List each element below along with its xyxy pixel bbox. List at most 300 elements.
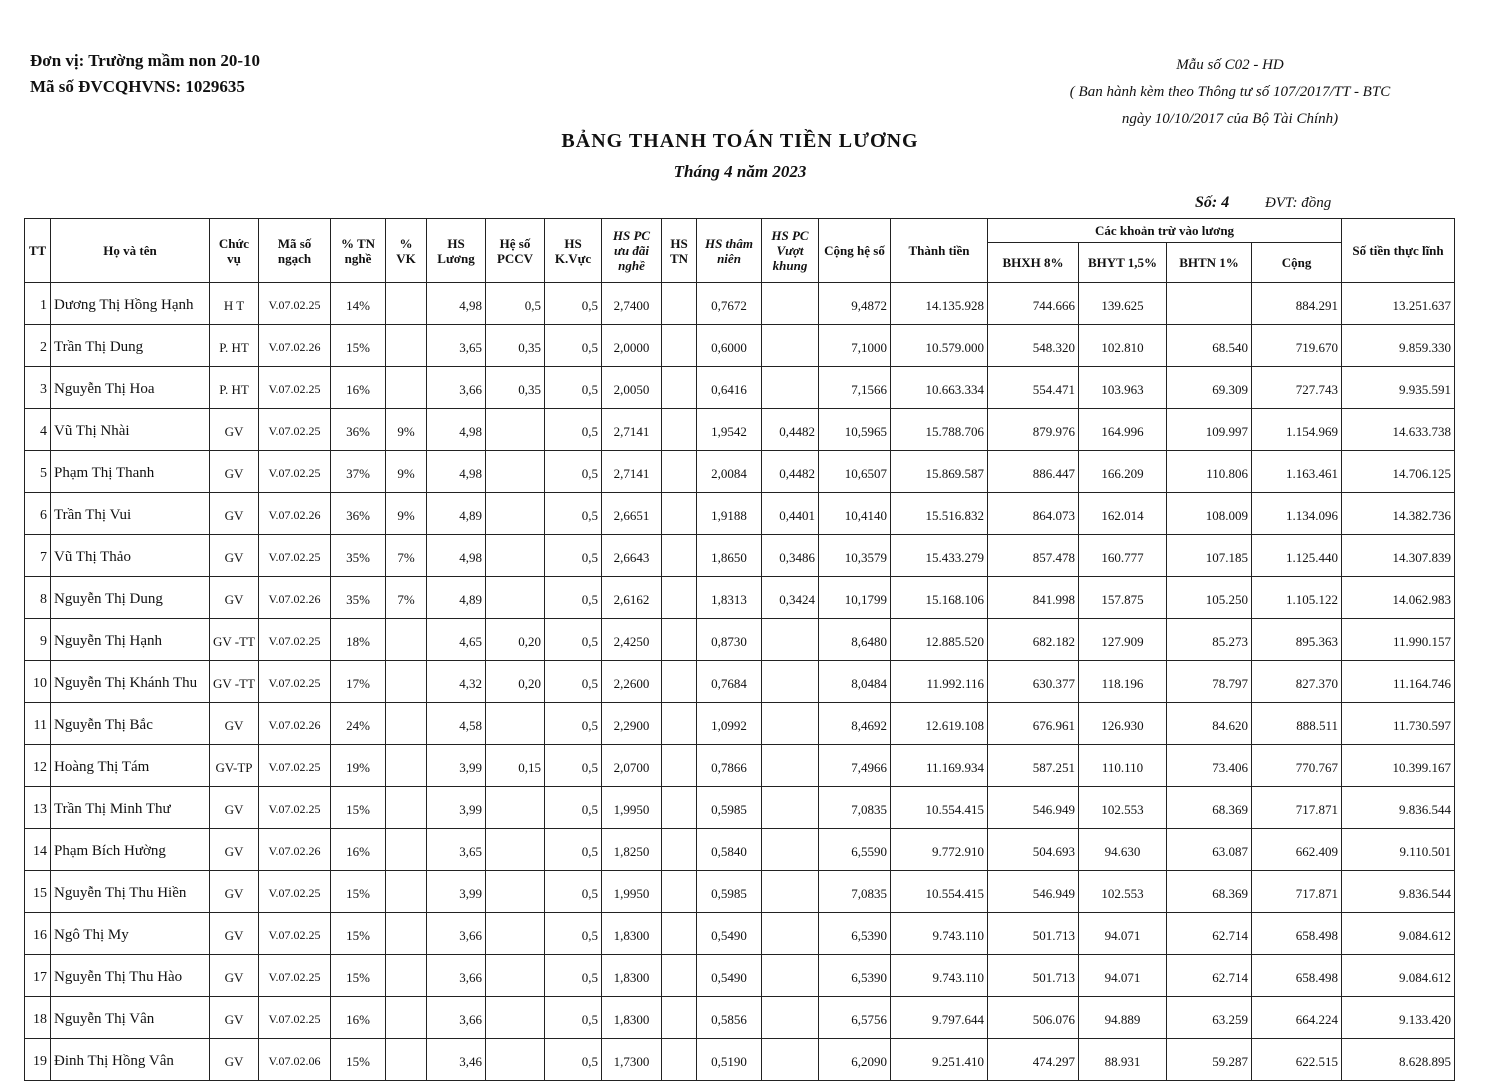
row-position: GV-TP: [210, 745, 259, 787]
row-bhtn: 63.087: [1167, 829, 1252, 871]
row-position: GV -TT: [210, 619, 259, 661]
row-vk-pct: 7%: [386, 577, 427, 619]
row-bhyt: 162.014: [1079, 493, 1167, 535]
col-group-deductions: Các khoản trừ vào lương: [988, 219, 1342, 243]
row-hs-pccv: [486, 871, 545, 913]
row-vk-pct: [386, 1039, 427, 1081]
table-row: [25, 871, 1455, 913]
row-hs-luong: 4,98: [427, 451, 486, 493]
table-row: [25, 619, 1455, 661]
row-hs-thamnien: 0,5190: [697, 1039, 762, 1081]
row-hs-kvuc: 0,5: [545, 409, 602, 451]
row-position: GV: [210, 955, 259, 997]
row-bhtn: 68.369: [1167, 787, 1252, 829]
row-thanh-tien: 15.168.106: [891, 577, 988, 619]
row-bhyt: 94.630: [1079, 829, 1167, 871]
row-hs-luong: 3,99: [427, 745, 486, 787]
row-position: GV: [210, 409, 259, 451]
row-hs-vuotkhung: [762, 661, 819, 703]
row-bhyt: 139.625: [1079, 283, 1167, 325]
row-code: V.07.02.25: [259, 367, 331, 409]
col-hs-vuotkhung: HS PC Vượt khung: [762, 219, 819, 283]
page-title: BẢNG THANH TOÁN TIỀN LƯƠNG: [561, 130, 919, 152]
row-tt: 7: [25, 535, 51, 577]
row-hs-thamnien: 0,5490: [697, 913, 762, 955]
row-hs-pccv: [486, 997, 545, 1039]
row-hs-thamnien: 1,0992: [697, 703, 762, 745]
row-thanh-tien: 10.554.415: [891, 787, 988, 829]
row-hs-vuotkhung: [762, 871, 819, 913]
row-bhyt: 127.909: [1079, 619, 1167, 661]
row-bhxh: 548.320: [988, 325, 1079, 367]
row-hs-tn: [662, 577, 697, 619]
row-code: V.07.02.26: [259, 577, 331, 619]
row-hs-tn: [662, 661, 697, 703]
row-tn-pct: 15%: [331, 325, 386, 367]
row-hs-thamnien: 0,7866: [697, 745, 762, 787]
row-thanh-tien: 14.135.928: [891, 283, 988, 325]
row-hs-pc-uudai: 2,0000: [602, 325, 662, 367]
row-hs-pccv: 0,15: [486, 745, 545, 787]
row-hs-tn: [662, 493, 697, 535]
row-cong: 1.134.096: [1252, 493, 1342, 535]
row-tt: 3: [25, 367, 51, 409]
row-code: V.07.02.25: [259, 787, 331, 829]
row-hs-pc-uudai: 1,7300: [602, 1039, 662, 1081]
row-vk-pct: 9%: [386, 451, 427, 493]
row-name: Nguyễn Thị Bắc: [51, 703, 210, 745]
row-tt: 5: [25, 451, 51, 493]
row-hs-vuotkhung: [762, 997, 819, 1039]
row-hs-kvuc: 0,5: [545, 577, 602, 619]
row-cong-heso: 10,1799: [819, 577, 891, 619]
row-hs-vuotkhung: [762, 1039, 819, 1081]
row-hs-pc-uudai: 2,6162: [602, 577, 662, 619]
col-tt: TT: [25, 219, 51, 283]
row-hs-pc-uudai: 1,9950: [602, 787, 662, 829]
col-position: Chức vụ: [210, 219, 259, 283]
row-vk-pct: [386, 661, 427, 703]
row-name: Phạm Bích Hường: [51, 829, 210, 871]
table-row: [25, 1039, 1455, 1081]
row-position: GV: [210, 787, 259, 829]
row-hs-vuotkhung: [762, 829, 819, 871]
row-bhtn: 69.309: [1167, 367, 1252, 409]
row-position: GV: [210, 913, 259, 955]
row-hs-luong: 3,65: [427, 325, 486, 367]
row-hs-luong: 4,32: [427, 661, 486, 703]
row-cong-heso: 7,0835: [819, 787, 891, 829]
row-cong-heso: 6,5390: [819, 955, 891, 997]
row-cong-heso: 7,1000: [819, 325, 891, 367]
row-hs-luong: 3,65: [427, 829, 486, 871]
row-tn-pct: 36%: [331, 493, 386, 535]
row-vk-pct: [386, 325, 427, 367]
row-thanh-tien: 10.663.334: [891, 367, 988, 409]
col-thanh-tien: Thành tiền: [891, 219, 988, 283]
row-hs-kvuc: 0,5: [545, 367, 602, 409]
row-hs-pc-uudai: 1,8300: [602, 913, 662, 955]
row-hs-thamnien: 2,0084: [697, 451, 762, 493]
row-bhtn: 73.406: [1167, 745, 1252, 787]
row-hs-pccv: [486, 451, 545, 493]
table-row: [25, 955, 1455, 997]
row-tt: 13: [25, 787, 51, 829]
row-cong: 664.224: [1252, 997, 1342, 1039]
row-vk-pct: 9%: [386, 409, 427, 451]
row-cong-heso: 10,4140: [819, 493, 891, 535]
row-cong: 658.498: [1252, 913, 1342, 955]
row-bhxh: 501.713: [988, 955, 1079, 997]
table-row: [25, 451, 1455, 493]
row-hs-luong: 4,98: [427, 283, 486, 325]
row-hs-vuotkhung: 0,4401: [762, 493, 819, 535]
col-hs-pccv: Hệ số PCCV: [486, 219, 545, 283]
row-cong: 658.498: [1252, 955, 1342, 997]
row-tt: 4: [25, 409, 51, 451]
table-row: [25, 745, 1455, 787]
row-code: V.07.02.25: [259, 409, 331, 451]
row-cong-heso: 6,5756: [819, 997, 891, 1039]
row-bhyt: 166.209: [1079, 451, 1167, 493]
row-bhtn: 109.997: [1167, 409, 1252, 451]
table-row: [25, 787, 1455, 829]
col-bhtn: BHTN 1%: [1167, 243, 1252, 283]
row-tn-pct: 16%: [331, 997, 386, 1039]
row-bhyt: 102.810: [1079, 325, 1167, 367]
table-row: [25, 493, 1455, 535]
row-hs-kvuc: 0,5: [545, 661, 602, 703]
row-thuc-linh: 9.836.544: [1342, 787, 1455, 829]
row-tt: 18: [25, 997, 51, 1039]
col-hs-kvuc: HS K.Vực: [545, 219, 602, 283]
row-bhyt: 94.889: [1079, 997, 1167, 1039]
row-hs-luong: 3,99: [427, 871, 486, 913]
row-name: Nguyễn Thị Thu Hiền: [51, 871, 210, 913]
row-tt: 19: [25, 1039, 51, 1081]
row-hs-pc-uudai: 2,0050: [602, 367, 662, 409]
row-hs-pccv: [486, 955, 545, 997]
row-bhyt: 160.777: [1079, 535, 1167, 577]
row-bhxh: 630.377: [988, 661, 1079, 703]
row-vk-pct: [386, 955, 427, 997]
row-hs-pccv: [486, 787, 545, 829]
row-hs-pc-uudai: 2,0700: [602, 745, 662, 787]
row-code: V.07.02.25: [259, 283, 331, 325]
row-thuc-linh: 13.251.637: [1342, 283, 1455, 325]
payroll-rows: [25, 283, 1455, 1081]
row-hs-vuotkhung: [762, 703, 819, 745]
row-hs-vuotkhung: 0,4482: [762, 451, 819, 493]
col-thuc-linh: Số tiền thực lĩnh: [1342, 219, 1455, 283]
doc-number: Số: 4: [1195, 194, 1230, 211]
row-cong-heso: 7,0835: [819, 871, 891, 913]
row-bhyt: 103.963: [1079, 367, 1167, 409]
row-hs-kvuc: 0,5: [545, 1039, 602, 1081]
row-code: V.07.02.26: [259, 325, 331, 367]
row-hs-tn: [662, 703, 697, 745]
row-hs-tn: [662, 913, 697, 955]
row-hs-thamnien: 0,7684: [697, 661, 762, 703]
row-position: GV: [210, 577, 259, 619]
row-thanh-tien: 11.169.934: [891, 745, 988, 787]
row-hs-tn: [662, 997, 697, 1039]
table-row: [25, 283, 1455, 325]
row-bhxh: 546.949: [988, 787, 1079, 829]
row-thuc-linh: 9.084.612: [1342, 955, 1455, 997]
row-bhtn: 62.714: [1167, 955, 1252, 997]
row-thanh-tien: 15.788.706: [891, 409, 988, 451]
row-thanh-tien: 15.433.279: [891, 535, 988, 577]
row-cong: 827.370: [1252, 661, 1342, 703]
row-hs-pccv: [486, 493, 545, 535]
row-hs-luong: 4,58: [427, 703, 486, 745]
row-hs-tn: [662, 787, 697, 829]
row-hs-vuotkhung: 0,3424: [762, 577, 819, 619]
row-thuc-linh: 9.859.330: [1342, 325, 1455, 367]
row-thanh-tien: 12.885.520: [891, 619, 988, 661]
row-cong: 1.163.461: [1252, 451, 1342, 493]
row-name: Trần Thị Minh Thư: [51, 787, 210, 829]
row-hs-tn: [662, 871, 697, 913]
row-hs-pccv: [486, 913, 545, 955]
row-hs-pc-uudai: 2,7400: [602, 283, 662, 325]
row-tt: 6: [25, 493, 51, 535]
row-bhtn: 62.714: [1167, 913, 1252, 955]
row-name: Nguyễn Thị Hạnh: [51, 619, 210, 661]
table-row: [25, 535, 1455, 577]
row-hs-thamnien: 0,5840: [697, 829, 762, 871]
row-thanh-tien: 15.869.587: [891, 451, 988, 493]
row-thanh-tien: 9.772.910: [891, 829, 988, 871]
row-name: Nguyễn Thị Khánh Thu: [51, 661, 210, 703]
row-position: GV: [210, 1039, 259, 1081]
row-hs-thamnien: 0,8730: [697, 619, 762, 661]
row-hs-luong: 3,46: [427, 1039, 486, 1081]
row-hs-tn: [662, 409, 697, 451]
row-position: GV: [210, 703, 259, 745]
row-code: V.07.02.25: [259, 913, 331, 955]
row-hs-tn: [662, 745, 697, 787]
form-info: [1020, 52, 1440, 133]
row-position: GV: [210, 451, 259, 493]
row-name: Ngô Thị My: [51, 913, 210, 955]
row-vk-pct: [386, 871, 427, 913]
row-hs-pc-uudai: 2,6651: [602, 493, 662, 535]
row-cong-heso: 8,4692: [819, 703, 891, 745]
row-hs-thamnien: 0,5985: [697, 787, 762, 829]
row-tt: 11: [25, 703, 51, 745]
row-cong-heso: 7,1566: [819, 367, 891, 409]
row-code: V.07.02.25: [259, 661, 331, 703]
row-position: H T: [210, 283, 259, 325]
row-hs-vuotkhung: [762, 619, 819, 661]
row-hs-thamnien: 1,9188: [697, 493, 762, 535]
row-bhtn: 63.259: [1167, 997, 1252, 1039]
row-cong: 895.363: [1252, 619, 1342, 661]
row-hs-tn: [662, 535, 697, 577]
row-tn-pct: 15%: [331, 871, 386, 913]
row-position: GV -TT: [210, 661, 259, 703]
row-cong: 770.767: [1252, 745, 1342, 787]
row-cong: 717.871: [1252, 871, 1342, 913]
row-cong-heso: 8,6480: [819, 619, 891, 661]
row-tt: 15: [25, 871, 51, 913]
row-cong: 1.154.969: [1252, 409, 1342, 451]
row-hs-tn: [662, 283, 697, 325]
row-name: Dương Thị Hồng Hạnh: [51, 283, 210, 325]
row-hs-tn: [662, 829, 697, 871]
col-cong: Cộng: [1252, 243, 1342, 283]
table-row: [25, 703, 1455, 745]
row-thuc-linh: 14.062.983: [1342, 577, 1455, 619]
row-bhxh: 676.961: [988, 703, 1079, 745]
table-row: [25, 913, 1455, 955]
row-cong: 717.871: [1252, 787, 1342, 829]
row-thanh-tien: 10.554.415: [891, 871, 988, 913]
row-tn-pct: 16%: [331, 367, 386, 409]
row-cong: 888.511: [1252, 703, 1342, 745]
table-row: [25, 325, 1455, 367]
row-bhyt: 110.110: [1079, 745, 1167, 787]
row-hs-kvuc: 0,5: [545, 619, 602, 661]
row-hs-kvuc: 0,5: [545, 787, 602, 829]
row-thanh-tien: 9.251.410: [891, 1039, 988, 1081]
row-hs-luong: 4,98: [427, 409, 486, 451]
row-hs-vuotkhung: [762, 913, 819, 955]
row-hs-pccv: 0,35: [486, 325, 545, 367]
row-hs-kvuc: 0,5: [545, 703, 602, 745]
row-cong-heso: 10,6507: [819, 451, 891, 493]
row-bhxh: 744.666: [988, 283, 1079, 325]
row-hs-pc-uudai: 2,4250: [602, 619, 662, 661]
row-tn-pct: 24%: [331, 703, 386, 745]
col-hs-tn: HS TN: [662, 219, 697, 283]
row-hs-kvuc: 0,5: [545, 871, 602, 913]
row-bhtn: 110.806: [1167, 451, 1252, 493]
col-hs-luong: HS Lương: [427, 219, 486, 283]
row-bhyt: 94.071: [1079, 955, 1167, 997]
row-hs-pccv: 0,20: [486, 619, 545, 661]
row-position: GV: [210, 493, 259, 535]
row-tn-pct: 35%: [331, 577, 386, 619]
row-hs-kvuc: 0,5: [545, 745, 602, 787]
currency-unit: ĐVT: đồng: [1265, 195, 1332, 211]
row-tn-pct: 35%: [331, 535, 386, 577]
row-tn-pct: 15%: [331, 913, 386, 955]
row-hs-pccv: 0,20: [486, 661, 545, 703]
row-thuc-linh: 14.706.125: [1342, 451, 1455, 493]
row-hs-luong: 3,66: [427, 913, 486, 955]
row-hs-luong: 4,98: [427, 535, 486, 577]
row-bhyt: 164.996: [1079, 409, 1167, 451]
row-bhxh: 587.251: [988, 745, 1079, 787]
row-code: V.07.02.25: [259, 997, 331, 1039]
row-name: Nguyễn Thị Dung: [51, 577, 210, 619]
row-hs-kvuc: 0,5: [545, 325, 602, 367]
row-vk-pct: 7%: [386, 535, 427, 577]
row-name: Vũ Thị Thảo: [51, 535, 210, 577]
row-name: Nguyễn Thị Hoa: [51, 367, 210, 409]
row-bhtn: 107.185: [1167, 535, 1252, 577]
row-bhxh: 506.076: [988, 997, 1079, 1039]
row-name: Phạm Thị Thanh: [51, 451, 210, 493]
row-hs-pccv: 0,35: [486, 367, 545, 409]
row-tn-pct: 16%: [331, 829, 386, 871]
row-hs-pccv: 0,5: [486, 283, 545, 325]
row-hs-pc-uudai: 1,9950: [602, 871, 662, 913]
row-bhyt: 157.875: [1079, 577, 1167, 619]
row-tn-pct: 37%: [331, 451, 386, 493]
row-hs-vuotkhung: [762, 325, 819, 367]
row-bhtn: 68.540: [1167, 325, 1252, 367]
row-cong: 622.515: [1252, 1039, 1342, 1081]
row-hs-tn: [662, 325, 697, 367]
row-hs-thamnien: 0,5490: [697, 955, 762, 997]
row-bhyt: 126.930: [1079, 703, 1167, 745]
col-hs-thamnien: HS thâm niên: [697, 219, 762, 283]
row-hs-vuotkhung: [762, 367, 819, 409]
row-hs-vuotkhung: [762, 955, 819, 997]
row-bhtn: [1167, 283, 1252, 325]
row-bhxh: 474.297: [988, 1039, 1079, 1081]
row-name: Trần Thị Dung: [51, 325, 210, 367]
row-thanh-tien: 9.743.110: [891, 913, 988, 955]
row-bhyt: 102.553: [1079, 787, 1167, 829]
row-bhxh: 546.949: [988, 871, 1079, 913]
row-vk-pct: [386, 829, 427, 871]
row-position: GV: [210, 871, 259, 913]
row-thuc-linh: 9.133.420: [1342, 997, 1455, 1039]
row-hs-vuotkhung: 0,4482: [762, 409, 819, 451]
row-vk-pct: [386, 913, 427, 955]
row-cong-heso: 7,4966: [819, 745, 891, 787]
row-tn-pct: 17%: [331, 661, 386, 703]
row-code: V.07.02.26: [259, 493, 331, 535]
row-bhtn: 84.620: [1167, 703, 1252, 745]
form-date: ngày 10/10/2017 của Bộ Tài Chính): [1121, 111, 1339, 127]
row-hs-tn: [662, 451, 697, 493]
row-hs-thamnien: 1,9542: [697, 409, 762, 451]
row-tt: 12: [25, 745, 51, 787]
row-hs-pc-uudai: 2,7141: [602, 409, 662, 451]
row-thanh-tien: 10.579.000: [891, 325, 988, 367]
row-bhxh: 886.447: [988, 451, 1079, 493]
row-tn-pct: 14%: [331, 283, 386, 325]
row-bhyt: 118.196: [1079, 661, 1167, 703]
form-regulation: ( Ban hành kèm theo Thông tư số 107/2017/TT - BTC: [1069, 84, 1391, 100]
row-hs-vuotkhung: 0,3486: [762, 535, 819, 577]
row-hs-kvuc: 0,5: [545, 955, 602, 997]
row-bhtn: 59.287: [1167, 1039, 1252, 1081]
row-cong-heso: 6,5390: [819, 913, 891, 955]
row-name: Nguyễn Thị Thu Hào: [51, 955, 210, 997]
row-vk-pct: [386, 283, 427, 325]
row-hs-kvuc: 0,5: [545, 535, 602, 577]
row-bhxh: 879.976: [988, 409, 1079, 451]
row-cong-heso: 9,4872: [819, 283, 891, 325]
row-cong: 727.743: [1252, 367, 1342, 409]
row-tt: 1: [25, 283, 51, 325]
row-thuc-linh: 8.628.895: [1342, 1039, 1455, 1081]
row-hs-tn: [662, 955, 697, 997]
row-tn-pct: 19%: [331, 745, 386, 787]
row-bhtn: 108.009: [1167, 493, 1252, 535]
row-hs-pc-uudai: 2,7141: [602, 451, 662, 493]
page-subtitle: Tháng 4 năm 2023: [673, 162, 807, 181]
row-hs-kvuc: 0,5: [545, 493, 602, 535]
row-hs-kvuc: 0,5: [545, 451, 602, 493]
